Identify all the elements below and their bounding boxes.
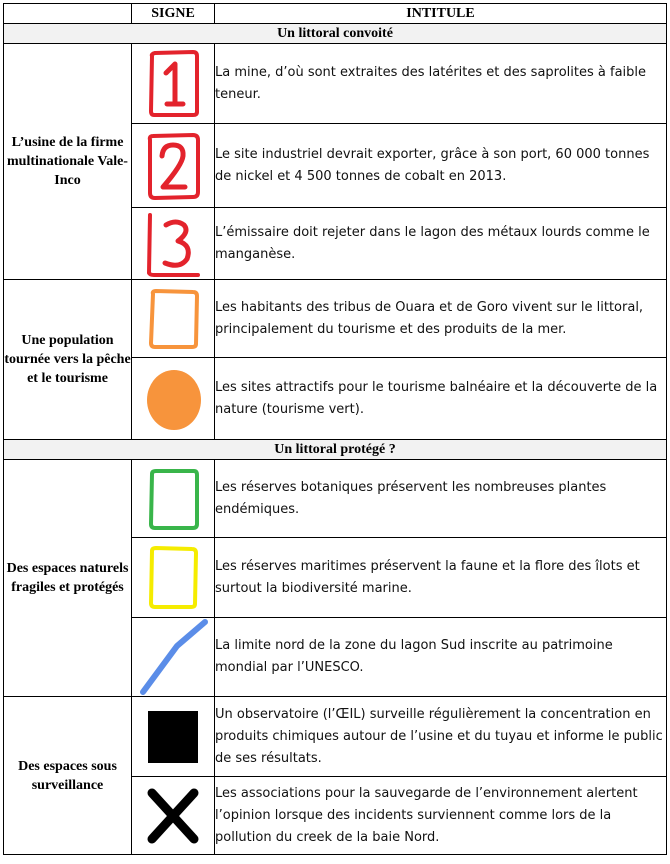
blue-line-icon: [135, 618, 211, 696]
section-row: [4, 24, 667, 44]
header-label: INTITULE: [215, 4, 667, 24]
category-population: Une population tournée vers la pêche et le tourisme: [4, 280, 132, 440]
orange-filled-circle-icon: [143, 367, 203, 431]
green-square-outline-icon: [143, 466, 203, 532]
black-filled-square-icon: [143, 706, 203, 768]
header-row: [4, 4, 667, 24]
red-number-3-icon: [142, 211, 204, 277]
description: Les sites attractifs pour le tourisme balnéaire et la découverte de la nature (tourisme vert).: [215, 358, 667, 440]
description: La mine, d’où sont extraites des latérites et des saprolites à faible teneur.: [215, 44, 667, 124]
category-natural-spaces: Des espaces naturels fragiles et protégés: [4, 460, 132, 697]
sign-cell: [132, 618, 215, 697]
category-vale-inco: L’usine de la firme multinationale Vale-Inco: [4, 44, 132, 280]
table-row: [4, 460, 667, 538]
sign-cell: [132, 538, 215, 618]
header-sign: SIGNE: [132, 4, 215, 24]
orange-square-outline-icon: [143, 287, 203, 351]
description: L’émissaire doit rejeter dans le lagon des métaux lourds comme le manganèse.: [215, 208, 667, 280]
header-empty: [4, 4, 132, 24]
red-number-1-icon: [143, 48, 203, 120]
sign-cell: [132, 208, 215, 280]
sign-cell: [132, 44, 215, 124]
description: Les habitants des tribus de Ouara et de Goro vivent sur le littoral, principalement du tourisme et des produits de la mer.: [215, 280, 667, 358]
sign-cell: [132, 697, 215, 777]
table-row: [4, 697, 667, 777]
sign-cell: [132, 124, 215, 208]
table-row: [4, 44, 667, 124]
sign-cell: [132, 280, 215, 358]
yellow-square-outline-icon: [143, 544, 203, 612]
sign-cell: [132, 358, 215, 440]
sign-cell: [132, 777, 215, 855]
description: Les réserves botaniques préservent les nombreuses plantes endémiques.: [215, 460, 667, 538]
category-surveillance: Des espaces sous surveillance: [4, 697, 132, 855]
sign-cell: [132, 460, 215, 538]
description: La limite nord de la zone du lagon Sud inscrite au patrimoine mondial par l’UNESCO.: [215, 618, 667, 697]
section-title-coveted: Un littoral convoité: [4, 24, 667, 44]
legend-table: [3, 3, 667, 855]
red-number-2-icon: [143, 130, 203, 202]
section-row: [4, 440, 667, 460]
description: Les associations pour la sauvegarde de l’environnement alertent l’opinion lorsque des incidents surviennent comme lors de la pollution du creek de la baie Nord.: [215, 777, 667, 855]
section-title-protected: Un littoral protégé ?: [4, 440, 667, 460]
description: Un observatoire (l’ŒIL) surveille régulièrement la concentration en produits chimiques autour de l’usine et du tuyau et informe le public de ses résultats.: [215, 697, 667, 777]
black-cross-icon: [143, 785, 203, 847]
description: Le site industriel devrait exporter, grâce à son port, 60 000 tonnes de nickel et 4 500 tonnes de cobalt en 2013.: [215, 124, 667, 208]
table-row: [4, 280, 667, 358]
description: Les réserves maritimes préservent la faune et la flore des îlots et surtout la biodiversité marine.: [215, 538, 667, 618]
